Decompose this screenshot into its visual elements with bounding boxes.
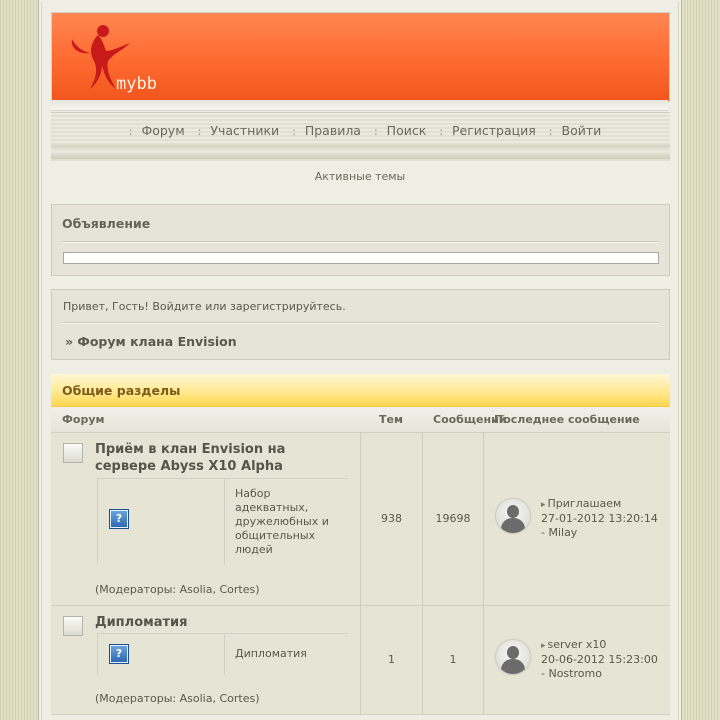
last-post-title[interactable]: Приглашаем [547, 497, 622, 510]
nav-separator: : [128, 125, 133, 138]
question-icon: ? [109, 509, 129, 529]
forum-description: Дипломатия [235, 647, 307, 660]
breadcrumb[interactable]: » Форум клана Envision [65, 334, 237, 349]
logo-text: mybb [116, 74, 157, 94]
last-post-user: - Milay [541, 526, 578, 539]
header-shadow [51, 100, 668, 111]
forum-moderators: (Модераторы: Asolia, Cortes) [95, 583, 260, 596]
mybb-logo-icon[interactable] [58, 17, 168, 101]
arrow-icon: ▸ [541, 641, 546, 651]
welcome-box [51, 289, 670, 360]
subforum-icon-cell [97, 634, 225, 674]
last-post-user: - Nostromo [541, 667, 602, 680]
nav-login[interactable]: Войти [561, 123, 602, 138]
last-post-date: 20-06-2012 15:23:00 [541, 653, 658, 666]
nav-forum[interactable]: Форум [141, 123, 185, 138]
site-header [51, 12, 670, 102]
subforum-table [97, 633, 348, 674]
question-icon: ? [109, 644, 129, 664]
nav-separator: : [548, 125, 553, 138]
divider [62, 322, 659, 324]
subforum-table [97, 478, 348, 565]
page-wrapper [38, 0, 682, 720]
cell-divider [483, 606, 484, 714]
default-avatar-icon [496, 499, 530, 533]
divider [62, 241, 659, 243]
nav-register[interactable]: Регистрация [451, 123, 536, 138]
navbar-bottom-strip [51, 145, 670, 159]
topic-count: 1 [388, 653, 395, 666]
nav-rules[interactable]: Правила [304, 123, 361, 138]
nav-separator: : [197, 125, 202, 138]
announcement-box [51, 204, 670, 276]
forum-row [51, 606, 670, 715]
column-last-post: Последнее сообщение [494, 413, 640, 426]
last-post-topic[interactable] [541, 638, 658, 653]
forum-title[interactable]: Дипломатия [95, 615, 188, 630]
column-posts: Сообщений [433, 413, 507, 426]
nav-separator: : [373, 125, 378, 138]
nav-links [51, 123, 670, 138]
forum-title[interactable]: Приём в клан Envision на сервере Abyss X10 Alpha [95, 442, 286, 474]
active-topics-link[interactable]: Активные темы [314, 170, 406, 183]
nav-separator: : [439, 125, 443, 138]
default-avatar-icon [496, 640, 530, 674]
category-header [51, 374, 670, 407]
post-count: 19698 [435, 512, 471, 525]
post-count: 1 [449, 653, 457, 666]
category-title: Общие разделы [62, 383, 181, 398]
announcement-title: Объявление [62, 216, 151, 231]
nav-search[interactable]: Поиск [386, 123, 427, 138]
table-header [51, 407, 670, 433]
column-forum: Форум [62, 413, 105, 426]
last-post-title[interactable]: server x10 [547, 638, 607, 651]
arrow-icon: ▸ [541, 500, 546, 510]
last-post-date: 27-01-2012 13:20:14 [541, 512, 658, 525]
cell-divider [483, 433, 484, 605]
column-topics: Тем [379, 413, 403, 426]
forum-status-icon [63, 616, 83, 636]
last-post [541, 638, 658, 681]
subforum-icon-cell [97, 479, 225, 565]
forum-moderators: (Модераторы: Asolia, Cortes) [95, 692, 260, 705]
last-post [541, 497, 658, 540]
announcement-content [63, 252, 659, 264]
forum-description: Набор адекватных, дружелюбных и общительных людей [235, 487, 329, 556]
nav-separator: : [292, 125, 296, 138]
welcome-text: Привет, Гость! Войдите или зарегистрируйтесь. [63, 300, 346, 313]
forum-row [51, 433, 670, 606]
forum-status-icon [63, 443, 83, 463]
nav-members[interactable]: Участники [210, 123, 280, 138]
last-post-topic[interactable] [541, 497, 658, 512]
topic-count: 938 [381, 512, 402, 525]
